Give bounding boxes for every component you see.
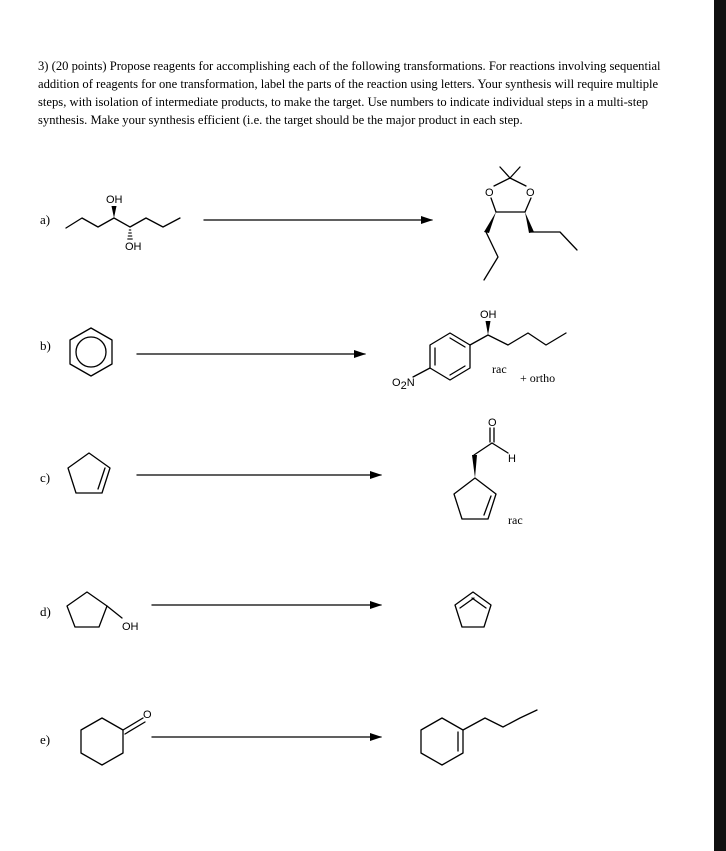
rac-note: rac: [508, 513, 523, 527]
o-label: O: [485, 187, 494, 199]
oh-label: OH: [125, 241, 142, 253]
part-b-start-benzene: [70, 328, 112, 376]
part-label-a: a): [40, 212, 51, 227]
part-b-product-nitrophenyl-alcohol: [392, 309, 566, 392]
oh-label: OH: [106, 194, 123, 206]
h-label: H: [508, 453, 516, 465]
part-e-start-cyclohexanone: [81, 709, 152, 765]
rac-note: rac: [492, 362, 507, 376]
part-a-product-acetonide: [484, 167, 577, 280]
part-d-start-cyclopentanol: [67, 592, 139, 633]
part-d-product-cyclopentadiene: [455, 592, 491, 627]
o-label: O: [488, 417, 497, 429]
o-label: O: [143, 709, 152, 721]
nitro-group: O2N: [392, 377, 415, 392]
problem-statement: 3) (20 points) Propose reagents for accomplishing each of the following transformations. For reactions involving sequential addition of reagents for one transformation, label the parts of the reaction using letters. Your synthesis will require multiple steps, with isolation of intermediate products, to make the target. Use numbers to indicate individual steps in a multi-step synthesis. Make your synthesis efficient (i.e. the target should be the major product in each step.: [38, 59, 661, 127]
oh-label: OH: [480, 309, 497, 321]
oh-label: OH: [122, 621, 139, 633]
part-e-product-alkylidene-cyclohexane: [421, 710, 537, 765]
part-c-product-aldehyde: [454, 417, 523, 527]
part-c-start-cyclopentene: [68, 453, 110, 493]
o-label: O: [526, 187, 535, 199]
part-label-c: c): [40, 470, 51, 485]
part-label-b: b): [40, 338, 51, 353]
ortho-note: + ortho: [520, 371, 556, 385]
part-label-e: e): [40, 732, 51, 747]
part-a-start-diol: [66, 194, 180, 253]
part-label-d: d): [40, 604, 51, 619]
